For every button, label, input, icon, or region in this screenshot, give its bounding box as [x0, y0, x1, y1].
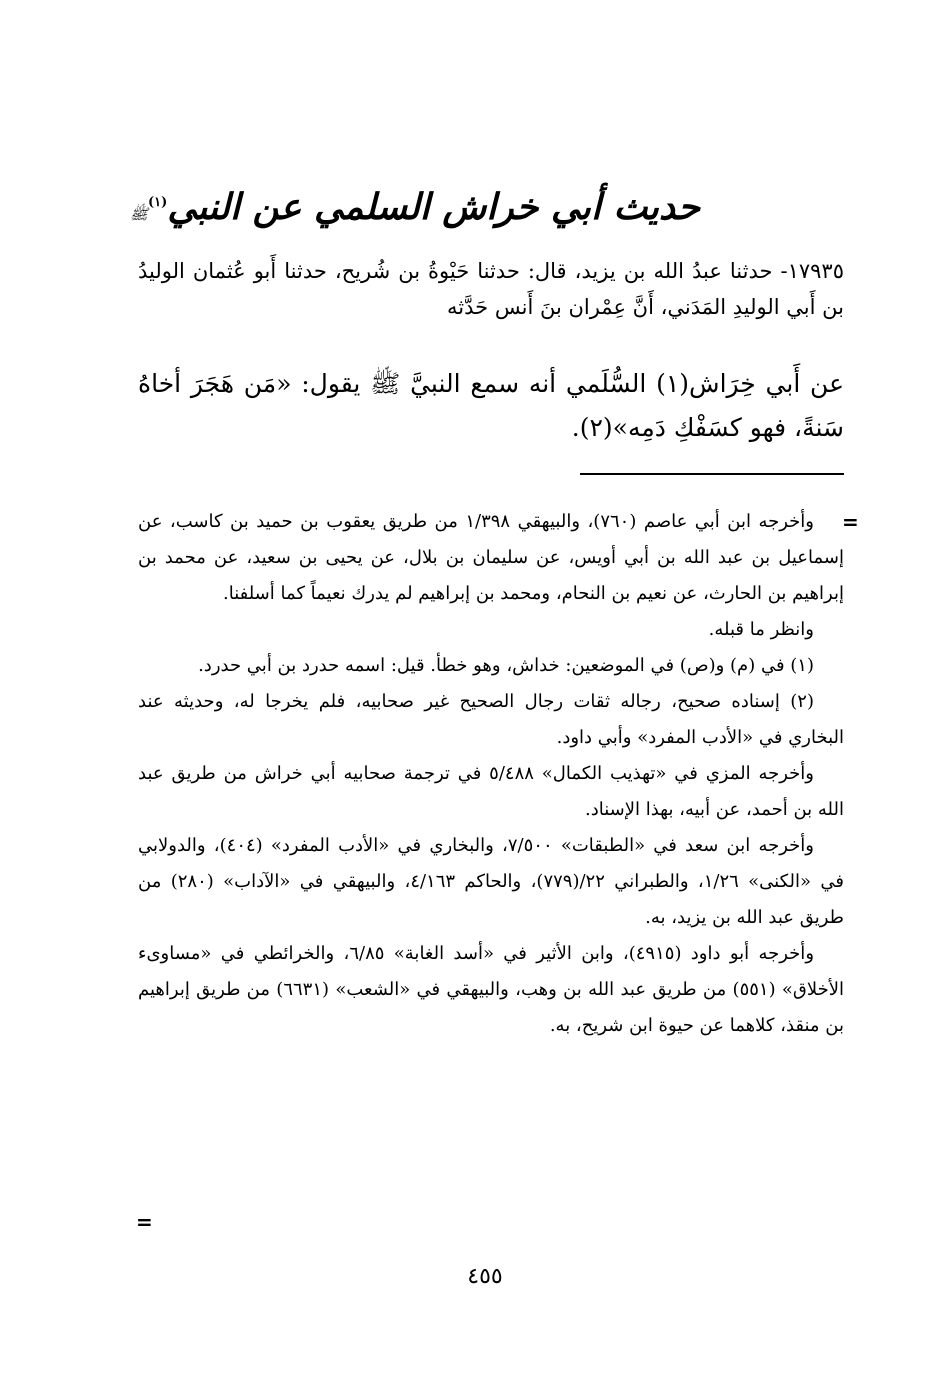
footnote-2-paragraph-4: وأخرجه أبو داود (٤٩١٥)، وابن الأثير في «أسد الغابة» ٦/٨٥، والخرائطي في «مساوىء الأخلاق» (٥٥١) من طريق عبد الله بن وهب، والبيهقي في «الشعب» (٦٦٣١) من طريق إبراهيم بن منقذ، كلاهما عن حيوة ابن شريح، به.: [138, 943, 844, 1036]
footnote-2: (٢) إسناده صحيح، رجاله ثقات رجال الصحيح غير صحابيه، فلم يخرجا له، وحديثه عند البخاري في «الأدب المفرد» وأبي داود.: [138, 691, 844, 748]
footnote-2-paragraph-3: وأخرجه ابن سعد في «الطبقات» ٧/٥٠٠، والبخاري في «الأدب المفرد» (٤٠٤)، والدولابي في «الكنى» ١/٢٦، والطبراني ٢٢/(٧٧٩)، والحاكم ٤/١٦٣، والبيهقي في «الآداب» (٢٨٠) من طريق عبد الله بن يزيد، به.: [138, 835, 845, 928]
chapter-title: [129, 168, 700, 238]
hadith-matn-text: عن أَبي خِرَاش(١) السُّلَمي أنه سمع النبيَّ ﷺ يقول: «مَن هَجَرَ أخاهُ سَنةً، فهو كسَفْكِ دَمِه»(٢).: [138, 369, 844, 442]
footnote-separator: [580, 473, 844, 475]
footnote-2-paragraph-2: وأخرجه المزي في «تهذيب الكمال» ٥/٤٨٨ في ترجمة صحابيه أبي خراش من طريق عبد الله بن أحمد، عن أبيه، بهذا الإسناد.: [138, 763, 844, 820]
end-continuation-marker: =: [136, 1210, 153, 1234]
footnote-continuation: وأخرجه ابن أبي عاصم (٧٦٠)، والبيهقي ١/٣٩٨ من طريق يعقوب بن حميد بن كاسب، عن إسماعيل بن عبد الله بن أبي أويس، عن سليمان بن بلال، عن يحيى بن سعيد، عن محمد بن إبراهيم بن الحارث، عن نعيم بن النحام، ومحمد بن إبراهيم لم يدرك نعيماً كما أسلفنا.: [138, 511, 844, 604]
footnotes-section: [138, 504, 844, 1044]
chapter-title-text: حديث أبي خراش السلمي عن النبي: [167, 186, 700, 228]
footnote-see-before: وانظر ما قبله.: [708, 619, 814, 640]
hadith-matn: [138, 362, 844, 450]
hadith-isnad-text: ١٧٩٣٥- حدثنا عبدُ الله بن يزيد، قال: حدثنا حَيْوةُ بن شُريح، حدثنا أَبو عُثمان الوليدُ بن أَبي الوليدِ المَدَني، أَنَّ عِمْران بنَ أَنس حَدَّثه: [138, 259, 844, 319]
honorific-symbol: ﷺ: [129, 205, 149, 223]
hadith-isnad: [138, 253, 844, 325]
title-footnote-marker: (١): [148, 195, 168, 210]
page-number: ٤٥٥: [467, 1264, 503, 1289]
footnote-1: (١) في (م) و(ص) في الموضعين: خداش، وهو خطأ. قيل: اسمه حدرد بن أبي حدرد.: [198, 655, 814, 676]
continuation-marker: =: [842, 510, 859, 534]
